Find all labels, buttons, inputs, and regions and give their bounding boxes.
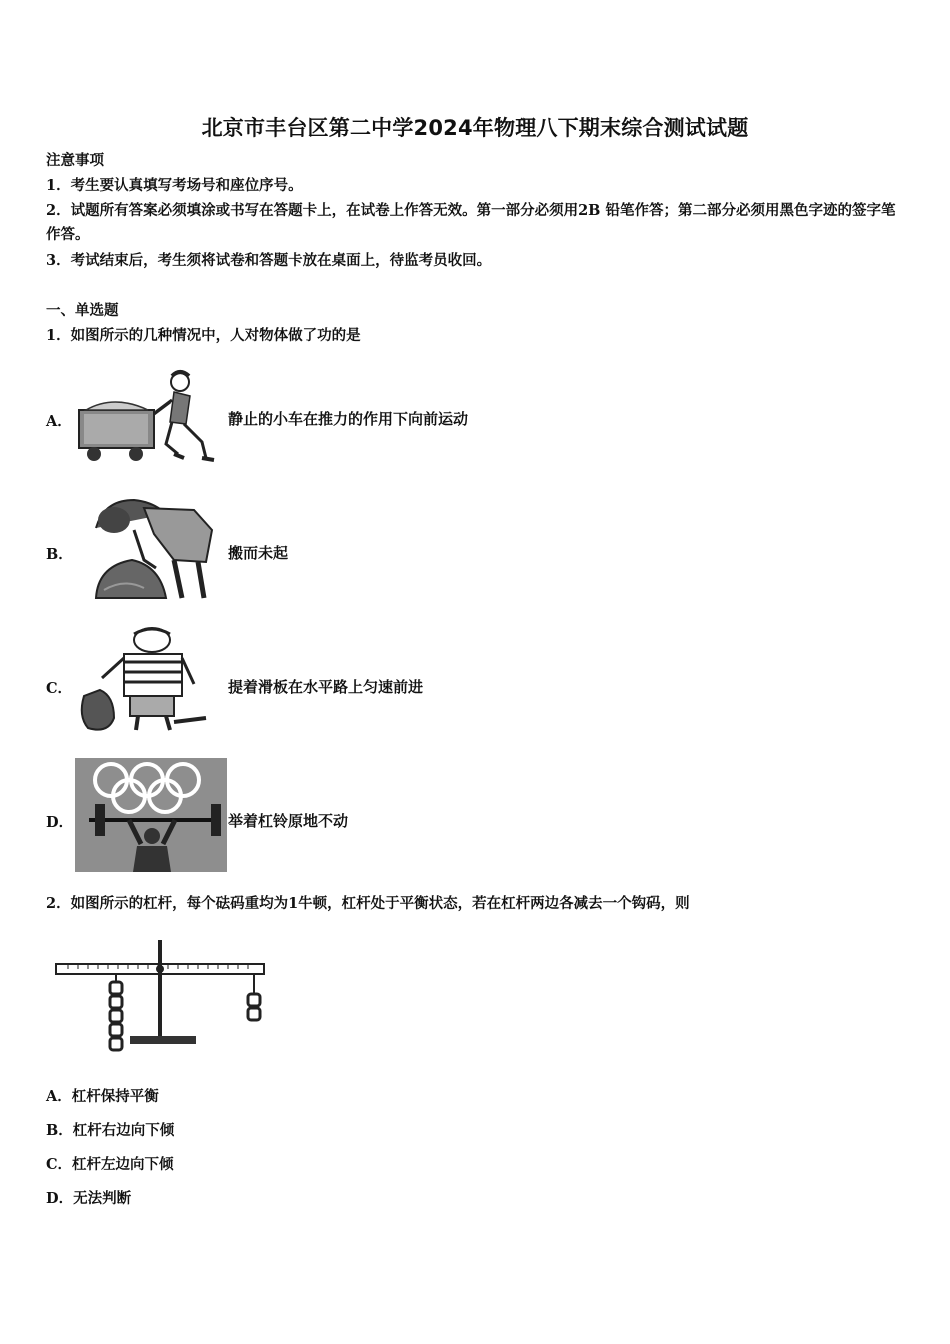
q2-option-a-text: 杠杆保持平衡 — [71, 1088, 159, 1105]
q2-option-c — [46, 1153, 174, 1177]
q2-option-b — [46, 1119, 174, 1143]
notice-item-2: 2．试题所有答案必须填涂或书写在答题卡上，在试卷上作答无效。第一部分必须用2B 铅笔作答；第二部分必须用黑色字迹的签字笔作答。 — [46, 202, 896, 243]
person-pushing-cart-icon — [74, 366, 224, 466]
person-carrying-skateboard-icon — [74, 626, 224, 736]
q2-option-b-letter: B． — [46, 1122, 73, 1139]
question-2-stem: 2．如图所示的杠杆，每个砝码重均为1牛顿，杠杆处于平衡状态，若在杠杆两边各减去一个钩码，则 — [46, 895, 690, 912]
notice-heading: 注意事项 — [46, 152, 104, 169]
q1-option-a-letter: A． — [46, 413, 72, 430]
q1-option-c-letter: C． — [46, 680, 73, 697]
q1-option-c-text: 提着滑板在水平路上匀速前进 — [228, 678, 424, 696]
person-lifting-rock-icon — [74, 490, 224, 602]
q2-option-a-letter: A． — [46, 1088, 72, 1105]
q2-option-d — [46, 1187, 131, 1211]
page-title: 北京市丰台区第二中学2024年物理八下期末综合测试试题 — [201, 116, 749, 140]
q1-option-d-letter: D． — [46, 814, 74, 831]
notice-item-3: 3．考试结束后，考生须将试卷和答题卡放在桌面上，待监考员收回。 — [46, 252, 492, 269]
q1-option-d-text: 举着杠铃原地不动 — [228, 812, 349, 830]
q2-option-a — [46, 1085, 159, 1109]
q2-option-c-text: 杠杆左边向下倾 — [72, 1156, 174, 1173]
q2-option-d-letter: D． — [46, 1190, 74, 1207]
q2-option-b-text: 杠杆右边向下倾 — [72, 1122, 175, 1139]
question-1-stem: 1．如图所示的几种情况中，人对物体做了功的是 — [46, 327, 361, 344]
lever-balance-icon — [54, 938, 268, 1054]
section-heading: 一、单选题 — [46, 302, 119, 319]
q2-option-c-letter: C． — [46, 1156, 73, 1173]
q1-option-b-letter: B． — [46, 546, 73, 563]
q1-option-a-text: 静止的小车在推力的作用下向前运动 — [228, 410, 469, 428]
q1-option-b-text: 搬而未起 — [228, 544, 289, 562]
q2-option-d-text: 无法判断 — [73, 1190, 132, 1207]
notice-item-1: 1．考生要认真填写考场号和座位序号。 — [46, 177, 303, 194]
weightlifter-olympic-rings-icon — [75, 758, 227, 872]
